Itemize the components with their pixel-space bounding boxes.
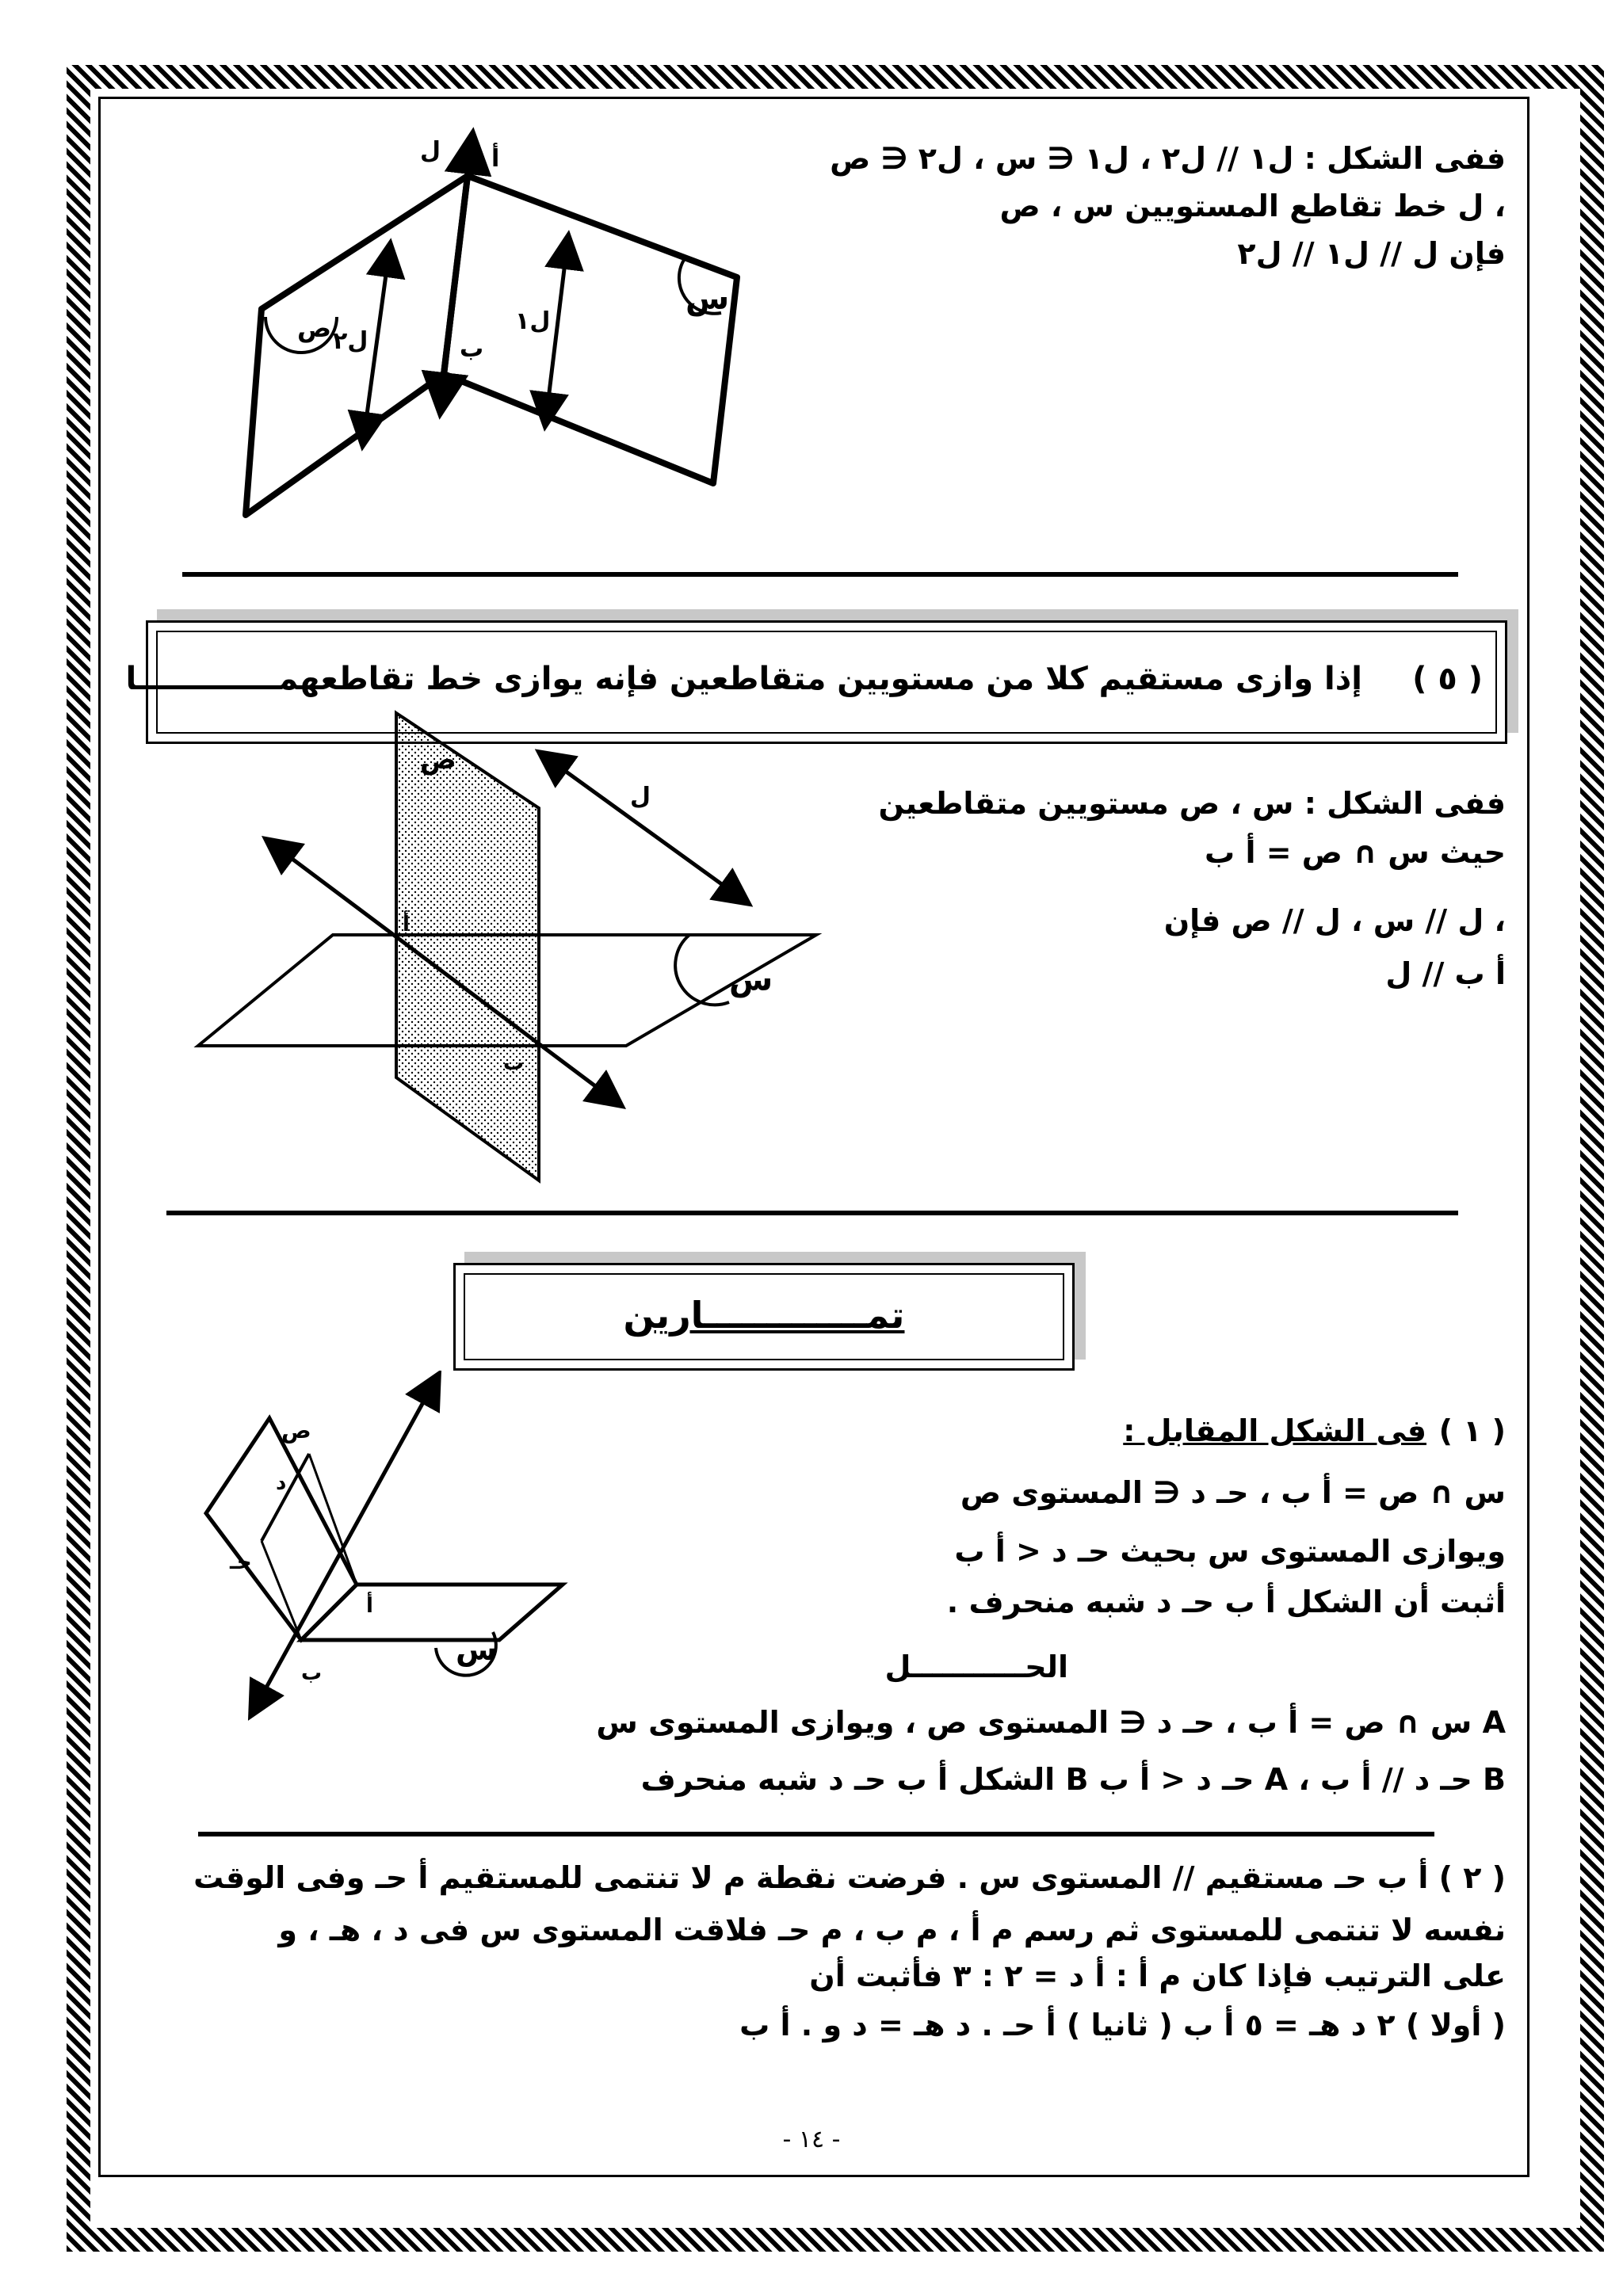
- fig1-label-l: ل: [420, 137, 441, 165]
- fig1-label-s: س: [685, 280, 730, 317]
- top-text-line2: ، ل خط تقاطع المستويين س ، ص: [999, 189, 1506, 223]
- ex2-line1: ( ٢ ) أ ب حـ مستقيم // المستوى س . فرضت نقطة م لا تنتمى للمستقيم أ حـ وفى الوقت: [193, 1860, 1506, 1895]
- figure-exercise-1: [182, 1371, 594, 1727]
- fig3-label-a: أ: [366, 1594, 373, 1618]
- mid-text-line4: أ ب // ل: [1385, 956, 1506, 991]
- divider-2: [166, 1211, 1458, 1215]
- fig1-label-sad: ص: [297, 313, 332, 343]
- ex1-line2: ويوازى المستوى س بحيث حـ د < أ ب: [954, 1534, 1506, 1569]
- exercises-title-box: [453, 1263, 1075, 1371]
- theorem-5-number: ( ٥ ): [1412, 661, 1483, 697]
- ex1-solution-title: الحـــــــــــل: [884, 1650, 1068, 1684]
- top-text-line3: فإن ل // ل١ // ل٢: [1237, 236, 1506, 271]
- fig3-label-b: ب: [301, 1661, 323, 1685]
- fig1-label-l2: ل٢: [333, 327, 369, 355]
- fig2-label-sad: ص: [420, 744, 456, 776]
- fig2-label-l: ل: [630, 783, 651, 810]
- fig3-label-d: د: [276, 1471, 287, 1495]
- fig3-label-sad: ص: [281, 1417, 311, 1444]
- fig3-label-s: س: [456, 1632, 498, 1667]
- ex2-line2: نفسه لا تنتمى للمستوى ثم رسم م أ ، م ب ، م حـ فلاقت المستوى س فى د ، هـ ، و: [278, 1913, 1506, 1947]
- fig2-label-s: س: [729, 962, 773, 998]
- figure-two-planes-parallel-lines: [230, 119, 800, 531]
- fig1-label-a: أ: [491, 145, 500, 173]
- exercises-title: تمـــــــــــــارين: [623, 1294, 905, 1337]
- ex1-heading: فى الشكل المقابل :: [1123, 1413, 1426, 1448]
- ex1-solution-line2: B حـ د // أ ب ، A حـ د < أ ب B الشكل أ ب حـ د شبه منحرف: [640, 1762, 1506, 1797]
- divider-1: [182, 572, 1458, 577]
- mid-text-line3: ، ل // س ، ل // ص فإن: [1163, 903, 1506, 938]
- figure-line-parallel-two-planes: [182, 697, 832, 1196]
- page-number: - ١٤ -: [782, 2126, 841, 2153]
- ex1-line1: س ∩ ص = أ ب ، حـ د ∈ المستوى ص: [960, 1475, 1506, 1510]
- mid-text-line2: حيث س ∩ ص = أ ب: [1205, 835, 1506, 870]
- ex1-number: ( ١ ): [1438, 1413, 1506, 1448]
- divider-3: [198, 1832, 1434, 1836]
- ex1-line3: أثبت أن الشكل أ ب حـ د شبه منحرف .: [946, 1585, 1506, 1619]
- top-text-line1: ففى الشكل : ل١ // ل٢ ، ل١ ∈ س ، ل٢ ∈ ص: [830, 141, 1506, 176]
- theorem-5-text: إذا وازى مستقيم كلا من مستويين متقاطعين فإنه يوازى خط تقاطعهمـــــــــــــا: [125, 661, 1362, 697]
- ex1-solution-line1: A س ∩ ص = أ ب ، حـ د ∈ المستوى ص ، ويوازى المستوى س: [596, 1705, 1506, 1740]
- ex2-line4: ( أولا ) ٢ د هـ = ٥ أ ب ( ثانيا ) أ حـ . د هـ = د و . أ ب: [739, 2008, 1506, 2042]
- fig1-label-b: ب: [460, 335, 484, 363]
- fig3-label-h: حـ: [230, 1550, 252, 1574]
- ex2-line3: على الترتيب فإذا كان م أ : أ د = ٢ : ٣ فأثبت أن: [809, 1958, 1506, 1993]
- fig2-label-b: ب: [503, 1051, 525, 1075]
- fig1-label-l1: ل١: [515, 307, 551, 335]
- mid-text-line1: ففى الشكل : س ، ص مستويين متقاطعين: [878, 786, 1506, 821]
- fig2-label-a: أ: [403, 913, 410, 936]
